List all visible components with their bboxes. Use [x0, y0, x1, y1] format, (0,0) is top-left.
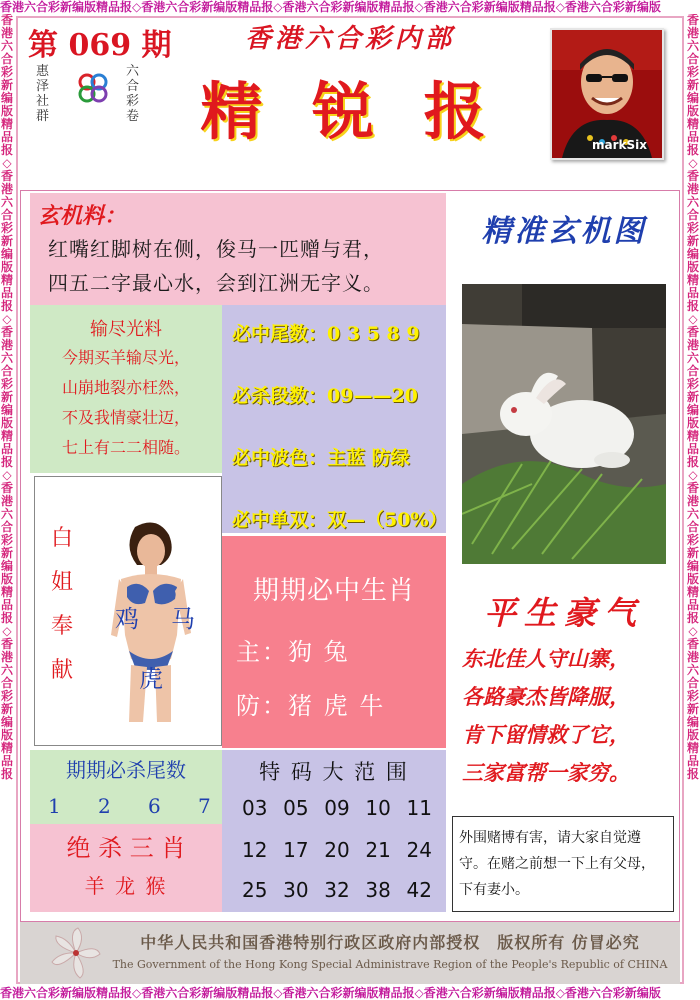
range-number: 10 — [365, 796, 391, 820]
kill-tail-number-4: 7 — [198, 794, 211, 818]
lottery-ball-logo-icon — [76, 72, 110, 106]
odd-value: 双—（50%） — [327, 509, 448, 531]
zodiac-panel — [222, 536, 446, 748]
issue-number: 第 069 期 — [28, 28, 172, 63]
special-range-row-1 — [242, 796, 432, 820]
range-number: 24 — [406, 838, 432, 862]
bai-jie-char-4: 献 — [50, 658, 73, 683]
header-subtitle: 香港六合彩内部 — [244, 24, 455, 54]
footer-band — [20, 922, 680, 984]
lose-poem-line-3: 不及我情豪壮迈， — [61, 408, 190, 427]
zodiac-guard: 防：猪 虎 牛 — [236, 692, 386, 720]
tail-prediction — [232, 319, 420, 346]
kill-three-title: 绝 杀 三 肖 — [66, 834, 186, 862]
lose-poem-panel — [30, 305, 222, 473]
special-range-panel — [222, 750, 446, 912]
bai-jie-char-2: 姐 — [50, 570, 73, 595]
odd-even-prediction — [232, 505, 448, 532]
riddle-label: 玄机料： — [38, 203, 127, 229]
heroic-poem-line-2: 各路豪杰皆降服， — [462, 684, 630, 709]
range-number: 38 — [365, 878, 391, 902]
heroic-poem-line-4: 三家富帮一家穷。 — [462, 760, 630, 785]
zodiac-main: 主：狗 兔 — [236, 638, 350, 666]
kill-tail-number-3: 6 — [148, 794, 161, 818]
precise-picture-title: 精准玄机图 — [481, 214, 647, 249]
bai-jie-panel — [34, 476, 222, 746]
range-number: 42 — [406, 878, 432, 902]
zodiac-tiger: 虎 — [139, 665, 163, 693]
range-number: 05 — [283, 796, 309, 820]
rabbit-illustration-icon — [462, 284, 666, 564]
rabbit-photo — [462, 284, 666, 564]
riddle-line-1: 红嘴红脚树在侧，俊马一匹赠与君， — [48, 237, 384, 261]
range-number: 30 — [283, 878, 309, 902]
odd-label: 必中单双： — [232, 509, 328, 531]
range-number: 32 — [324, 878, 350, 902]
heroic-poem-line-1: 东北佳人守山寨， — [462, 646, 630, 671]
bai-jie-char-1: 白 — [50, 526, 73, 551]
lose-poem-line-1: 今期买羊输尽光， — [61, 348, 190, 367]
zodiac-rooster: 鸡 — [115, 605, 139, 633]
wave-value: 主蓝 防绿 — [327, 447, 410, 469]
wave-color-prediction — [232, 443, 410, 470]
riddle-line-2: 四五二字最心水，会到江洲无字义。 — [48, 271, 384, 295]
heroic-poem-line-3: 肯下留情救了它， — [462, 722, 630, 747]
kill-value: 09——20 — [327, 385, 418, 407]
hui-ze-logo — [34, 58, 164, 126]
footer-chinese: 中华人民共和国香港特别行政区政府内部授权 版权所有 仿冒必究 — [140, 933, 640, 952]
left-border-text: 香港六合彩新编版精品报◇香港六合彩新编版精品报◇香港六合彩新编版精品报◇香港六合彩新编版精品报◇香港六合彩新编版精品报 — [0, 14, 13, 781]
logo-left-text: 惠泽社群 — [36, 64, 50, 124]
range-number: 21 — [365, 838, 391, 862]
header-title: 精 锐 报 — [200, 75, 500, 148]
predictions-panel — [222, 305, 446, 533]
range-number: 12 — [242, 838, 268, 862]
kill-tail-panel — [30, 750, 222, 824]
kill-tail-number-2: 2 — [98, 794, 111, 818]
special-range-row-3 — [242, 878, 432, 902]
range-number: 09 — [324, 796, 350, 820]
tail-label: 必中尾数： — [232, 323, 328, 345]
tail-value: 0 3 5 8 9 — [327, 323, 420, 345]
zodiac-title: 期期必中生肖 — [252, 576, 415, 606]
lose-poem-line-2: 山崩地裂亦枉然， — [61, 378, 190, 397]
bai-jie-vertical-text — [47, 517, 77, 693]
kill-tail-title: 期期必杀尾数 — [66, 758, 186, 782]
logo-right-text: 六合彩卷 — [126, 64, 140, 124]
kill-label: 必杀段数： — [232, 385, 328, 407]
kill-three-panel — [30, 824, 222, 912]
range-number: 11 — [406, 796, 432, 820]
range-number: 17 — [283, 838, 309, 862]
footer-english: The Government of the Hong Kong Special Administrave Region of the People's Republic of CHINA — [112, 958, 668, 971]
range-number: 20 — [324, 838, 350, 862]
heroic-poem — [462, 640, 682, 792]
portrait-photo — [550, 28, 664, 160]
range-number: 25 — [242, 878, 268, 902]
bottom-border-text: 香港六合彩新编版精品报◇香港六合彩新编版精品报◇香港六合彩新编版精品报◇香港六合彩新编版精品报◇香港六合彩新编版 — [0, 986, 661, 1000]
range-number: 03 — [242, 796, 268, 820]
kill-segment-prediction — [232, 381, 418, 408]
kill-three-animals: 羊 龙 猴 — [84, 874, 168, 898]
lose-poem-line-4: 七上有二二相随。 — [61, 438, 190, 457]
wave-label: 必中波色： — [232, 447, 328, 469]
right-border-text: 香港六合彩新编版精品报◇香港六合彩新编版精品报◇香港六合彩新编版精品报◇香港六合彩新编版精品报◇香港六合彩新编版精品报 — [686, 14, 699, 781]
photo-caption: markSix — [592, 138, 647, 152]
kill-tail-number-1: 1 — [48, 794, 61, 818]
gambling-notice: 外围赌博有害，请大家自觉遵守。在赌之前想一下上有父母，下有妻小。 — [452, 816, 674, 912]
heroic-poem-title: 平生豪气 — [483, 594, 644, 632]
riddle-panel — [30, 193, 446, 305]
special-range-title: 特 码 大 范 围 — [259, 760, 409, 784]
special-range-row-2 — [242, 838, 432, 862]
bai-jie-char-3: 奉 — [50, 614, 73, 639]
bauhinia-emblem-icon — [48, 926, 104, 980]
lose-poem-title: 输尽光料 — [90, 319, 162, 340]
top-border-text: 香港六合彩新编版精品报◇香港六合彩新编版精品报◇香港六合彩新编版精品报◇香港六合彩新编版精品报◇香港六合彩新编版 — [0, 0, 661, 14]
zodiac-horse: 马 — [171, 605, 195, 633]
